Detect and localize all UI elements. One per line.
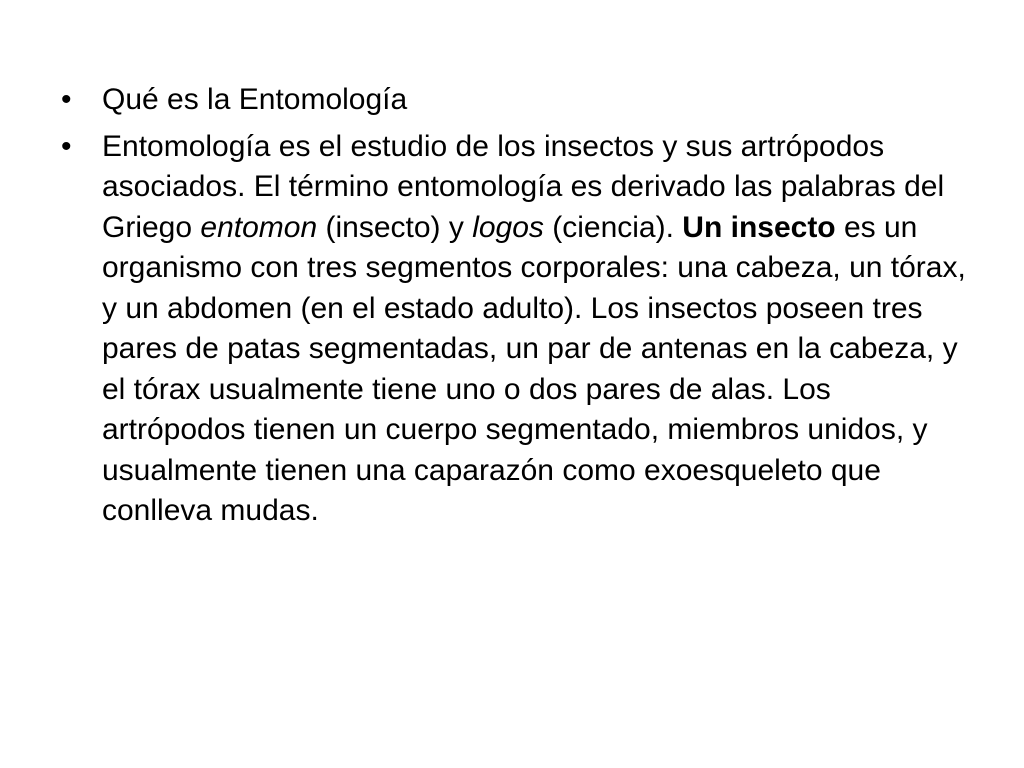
bullet-text: Qué es la Entomología <box>102 83 408 116</box>
italic-term-logos: logos <box>472 210 544 244</box>
bullet-item-question <box>60 80 980 121</box>
text-segment: (ciencia). <box>543 210 683 244</box>
text-segment: es un organismo con tres segmentos corporales: una cabeza, un tórax, y un abdomen (en el estado adulto). Los insectos poseen tres pares de patas segmentadas, un par de antenas en la cabeza, y el tórax usualmente tiene uno o dos pares de alas. Los artrópodos tienen un cuerpo segmentado, miembros unidos, y usualmente tienen una caparazón como exoesqueleto que conlleva mudas. <box>102 210 966 527</box>
bullet-item-definition <box>60 127 980 532</box>
bold-term-insect: Un insecto <box>682 210 836 244</box>
italic-term-entomon: entomon <box>200 210 318 244</box>
bullet-marker: • <box>61 83 72 116</box>
text-segment: Entomología es el estudio de los insectos y sus artrópodos asociados. El término entomología es derivado las palabras del Griego <box>102 129 945 244</box>
bullet-list <box>60 80 980 534</box>
definition-text <box>102 130 966 528</box>
text-segment: (insecto) y <box>317 210 473 244</box>
bullet-marker: • <box>61 129 72 163</box>
